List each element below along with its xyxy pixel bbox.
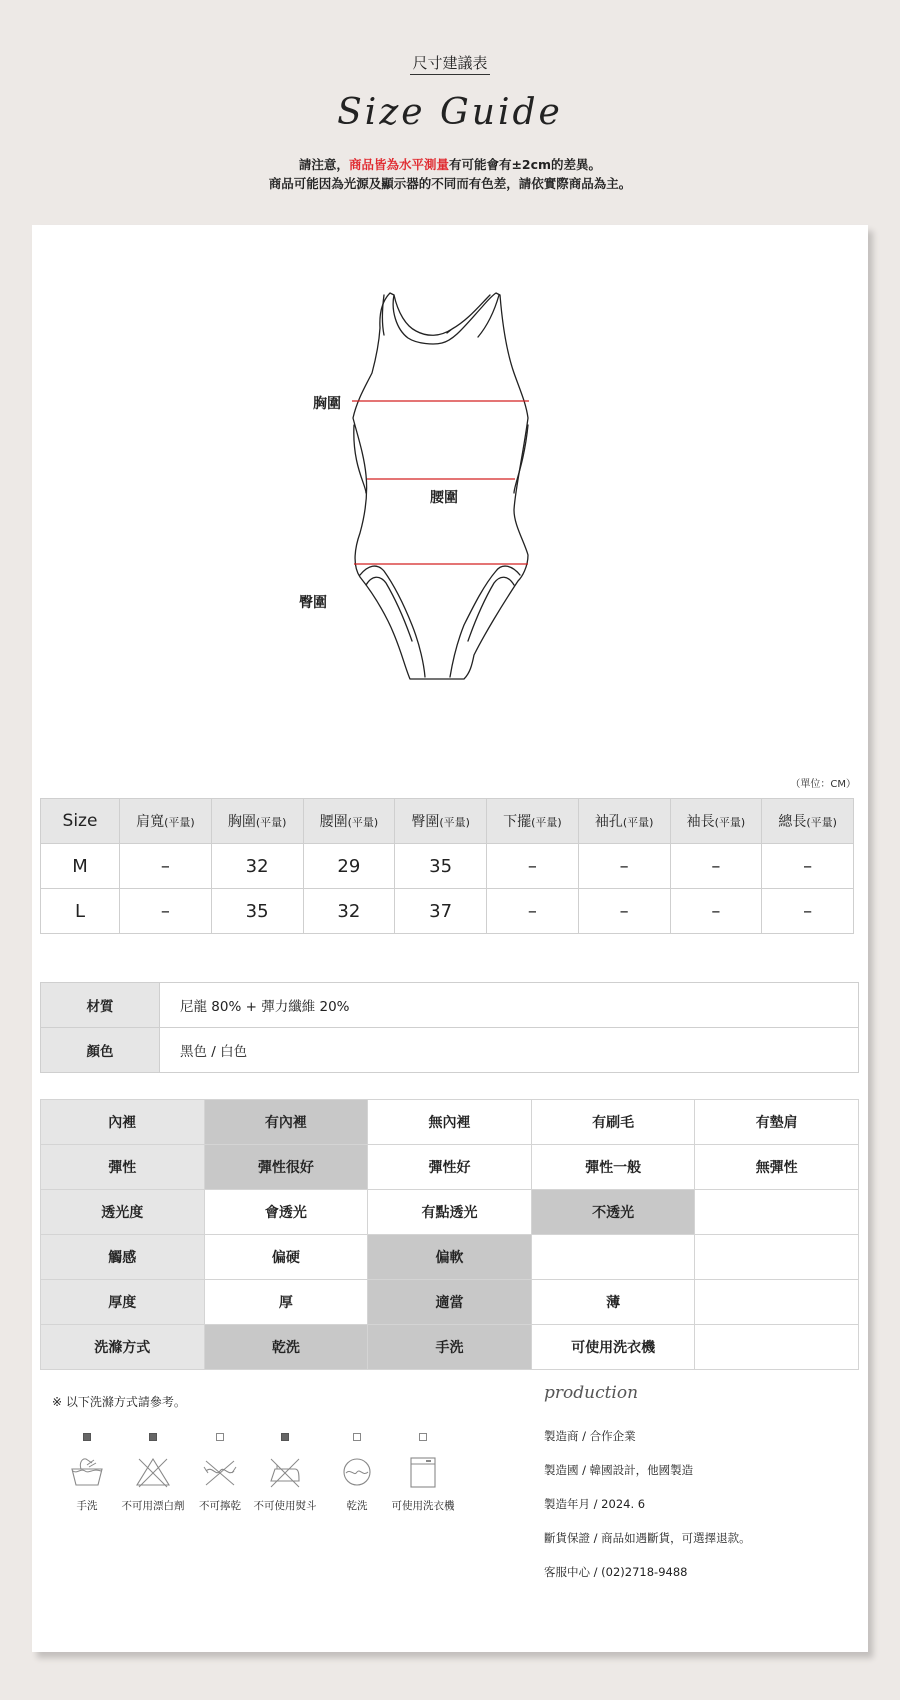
material-value: 尼龍 80% + 彈力纖維 20%: [160, 983, 859, 1028]
column-header: 臀圍(平量): [395, 799, 487, 844]
care-item: [250, 1433, 320, 1513]
property-key: 內裡: [41, 1100, 205, 1145]
material-table: [40, 982, 859, 1073]
care-checkbox: [216, 1433, 224, 1441]
property-option: 厚: [204, 1280, 368, 1325]
size-guide-subtitle: 尺寸建議表: [0, 52, 900, 73]
measurement-cell: –: [578, 844, 670, 889]
property-option: 有點透光: [368, 1190, 532, 1235]
property-option: 乾洗: [204, 1325, 368, 1370]
property-option: [695, 1235, 859, 1280]
column-header: 肩寬(平量): [120, 799, 212, 844]
property-key: 觸感: [41, 1235, 205, 1280]
property-option: 偏硬: [204, 1235, 368, 1280]
property-key: 彈性: [41, 1145, 205, 1190]
note-line-1: 請注意，商品皆為水平測量有可能會有±2cm的差異。: [298, 157, 602, 172]
size-row: [41, 844, 854, 889]
property-option: [531, 1235, 695, 1280]
waist-label: 腰圍: [430, 490, 458, 506]
chest-label: 胸圍: [313, 396, 341, 412]
property-option: [695, 1280, 859, 1325]
property-option: 偏軟: [368, 1235, 532, 1280]
property-key: 洗滌方式: [41, 1325, 205, 1370]
property-option: 有墊肩: [695, 1100, 859, 1145]
property-row: [41, 1190, 859, 1235]
measurement-cell: –: [670, 844, 762, 889]
care-label: 可使用洗衣機: [391, 1500, 455, 1512]
production-title: production: [544, 1383, 639, 1403]
measurement-cell: –: [120, 889, 212, 934]
material-row: [41, 983, 859, 1028]
care-item: [118, 1433, 188, 1513]
production-line: 製造商 / 合作企業: [544, 1429, 636, 1443]
care-label: 不可擰乾: [199, 1500, 241, 1512]
measurement-notes: [0, 155, 900, 193]
measurement-cell: –: [762, 889, 854, 934]
care-label: 不可使用熨斗: [253, 1500, 317, 1512]
dry-clean-icon: [337, 1455, 377, 1489]
column-header: 下擺(平量): [487, 799, 579, 844]
size-cell: L: [41, 889, 120, 934]
property-option: 薄: [531, 1280, 695, 1325]
care-item: [322, 1433, 392, 1513]
property-row: [41, 1325, 859, 1370]
column-header: 腰圍(平量): [303, 799, 395, 844]
care-item: [52, 1433, 122, 1513]
measurement-cell: 35: [395, 844, 487, 889]
note-line-2: 商品可能因為光源及顯示器的不同而有色差，請依實際商品為主。: [268, 176, 632, 191]
column-header: 總長(平量): [762, 799, 854, 844]
care-item: [185, 1433, 255, 1513]
measurement-cell: –: [762, 844, 854, 889]
property-row: [41, 1145, 859, 1190]
care-checkbox: [281, 1433, 289, 1441]
property-option: 有刷毛: [531, 1100, 695, 1145]
size-guide-card: [32, 225, 868, 1652]
measurement-cell: –: [578, 889, 670, 934]
property-option: [695, 1325, 859, 1370]
measurement-cell: 29: [303, 844, 395, 889]
property-key: 透光度: [41, 1190, 205, 1235]
care-checkbox: [419, 1433, 427, 1441]
property-option: 彈性一般: [531, 1145, 695, 1190]
care-checkbox: [149, 1433, 157, 1441]
material-value: 黑色 / 白色: [160, 1028, 859, 1073]
production-line: 客服中心 / (02)2718-9488: [544, 1565, 688, 1579]
size-row: [41, 889, 854, 934]
property-option: [695, 1190, 859, 1235]
size-table-header: [41, 799, 854, 844]
care-checkbox: [83, 1433, 91, 1441]
measurement-cell: –: [670, 889, 762, 934]
measurement-cell: 37: [395, 889, 487, 934]
property-option: 彈性好: [368, 1145, 532, 1190]
property-option: 手洗: [368, 1325, 532, 1370]
no-bleach-icon: [133, 1455, 173, 1489]
page-title: Size Guide: [337, 92, 563, 133]
property-option: 彈性很好: [204, 1145, 368, 1190]
production-line: 斷貨保證 / 商品如遇斷貨，可選擇退款。: [544, 1531, 751, 1545]
no-iron-icon: [265, 1455, 305, 1489]
property-option: 有內裡: [204, 1100, 368, 1145]
unit-label: （單位：CM）: [790, 779, 856, 790]
measurement-cell: –: [487, 844, 579, 889]
property-option: 會透光: [204, 1190, 368, 1235]
material-row: [41, 1028, 859, 1073]
care-label: 不可用漂白劑: [121, 1500, 185, 1512]
column-header: 胸圍(平量): [211, 799, 303, 844]
property-option: 不透光: [531, 1190, 695, 1235]
size-cell: M: [41, 844, 120, 889]
care-label: 乾洗: [346, 1500, 368, 1512]
property-option: 無彈性: [695, 1145, 859, 1190]
measurement-cell: 32: [211, 844, 303, 889]
care-note: ※ 以下洗滌方式請參考。: [52, 1395, 186, 1409]
property-key: 厚度: [41, 1280, 205, 1325]
property-row: [41, 1280, 859, 1325]
column-header: 袖長(平量): [670, 799, 762, 844]
properties-table: [40, 1099, 859, 1370]
column-header: 袖孔(平量): [578, 799, 670, 844]
care-item: [388, 1433, 458, 1513]
measurement-cell: –: [487, 889, 579, 934]
care-checkbox: [353, 1433, 361, 1441]
washing-machine-icon: [403, 1455, 443, 1489]
size-table: [40, 798, 854, 934]
property-option: 可使用洗衣機: [531, 1325, 695, 1370]
property-row: [41, 1100, 859, 1145]
material-key: 顏色: [41, 1028, 160, 1073]
swimsuit-diagram: [32, 225, 868, 765]
property-option: 適當: [368, 1280, 532, 1325]
hip-label: 臀圍: [299, 595, 327, 611]
measurement-cell: –: [120, 844, 212, 889]
size-header: Size: [41, 799, 120, 844]
measurement-cell: 35: [211, 889, 303, 934]
care-label: 手洗: [76, 1500, 98, 1512]
property-row: [41, 1235, 859, 1280]
production-line: 製造年月 / 2024. 6: [544, 1497, 646, 1511]
production-line: 製造國 / 韓國設計，他國製造: [544, 1463, 694, 1477]
measurement-cell: 32: [303, 889, 395, 934]
no-wring-icon: [200, 1455, 240, 1489]
hand-wash-icon: [67, 1455, 107, 1489]
property-option: 無內裡: [368, 1100, 532, 1145]
material-key: 材質: [41, 983, 160, 1028]
